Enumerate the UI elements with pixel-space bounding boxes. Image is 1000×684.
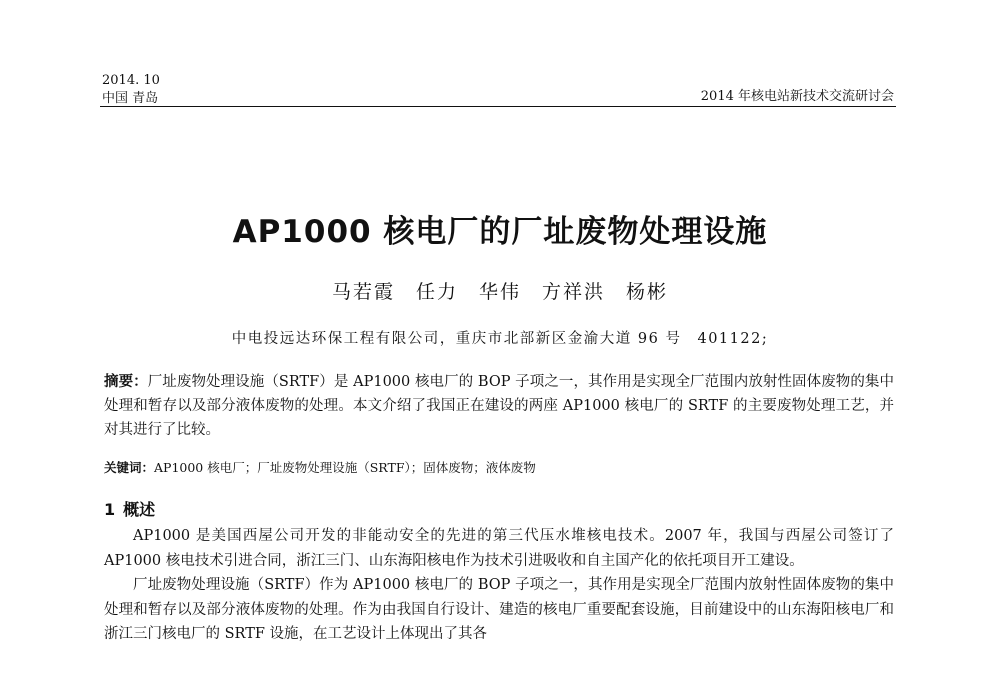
abstract: [104, 370, 894, 442]
section-title: 概述: [123, 500, 156, 519]
keywords-label: 关键词：: [104, 460, 155, 475]
header-date: 2014. 10: [102, 73, 160, 88]
header-location: 中国 青岛: [102, 91, 159, 106]
header-meta: [102, 72, 160, 108]
header-rule: [100, 106, 896, 107]
keywords-text: AP1000 核电厂；厂址废物处理设施（SRTF）；固体废物；液体废物: [154, 460, 536, 475]
paper-authors: 马若霞 任力 华伟 方祥洪 杨彬: [331, 281, 668, 303]
paper-title: AP1000 核电厂的厂址废物处理设施: [232, 214, 768, 250]
body-paragraph: AP1000 是美国西屋公司开发的非能动安全的先进的第三代压水堆核电技术。2007 年，我国与西屋公司签订了 AP1000 核电技术引进合同，浙江三门、山东海阳核电作为技术引进吸收和自主国产化的依托项目开工建设。: [104, 528, 894, 569]
section-body: [104, 524, 894, 647]
section-number: 1: [104, 500, 116, 519]
paper-affiliation: 中电投远达环保工程有限公司，重庆市北部新区金渝大道 96 号 401122;: [231, 331, 769, 347]
body-paragraph: 厂址废物处理设施（SRTF）作为 AP1000 核电厂的 BOP 子项之一，其作用是实现全厂范围内放射性固体废物的集中处理和暂存以及部分液体废物的处理。作为由我国自行设计、建造的核电厂重要配套设施，目前建设中的山东海阳核电厂和浙江三门核电厂的 SRTF 设施，在工艺设计上体现出了其各: [104, 577, 894, 642]
keywords: [104, 458, 894, 478]
header-conference: 2014 年核电站新技术交流研讨会: [700, 89, 894, 104]
section-heading: [104, 498, 155, 522]
abstract-text: 厂址废物处理设施（SRTF）是 AP1000 核电厂的 BOP 子项之一，其作用是实现全厂范围内放射性固体废物的集中处理和暂存以及部分液体废物的处理。本文介绍了我国正在建设的两座 AP1000 核电厂的 SRTF 的主要废物处理工艺，并对其进行了比较。: [104, 374, 895, 438]
abstract-label: 摘要：: [104, 373, 148, 390]
